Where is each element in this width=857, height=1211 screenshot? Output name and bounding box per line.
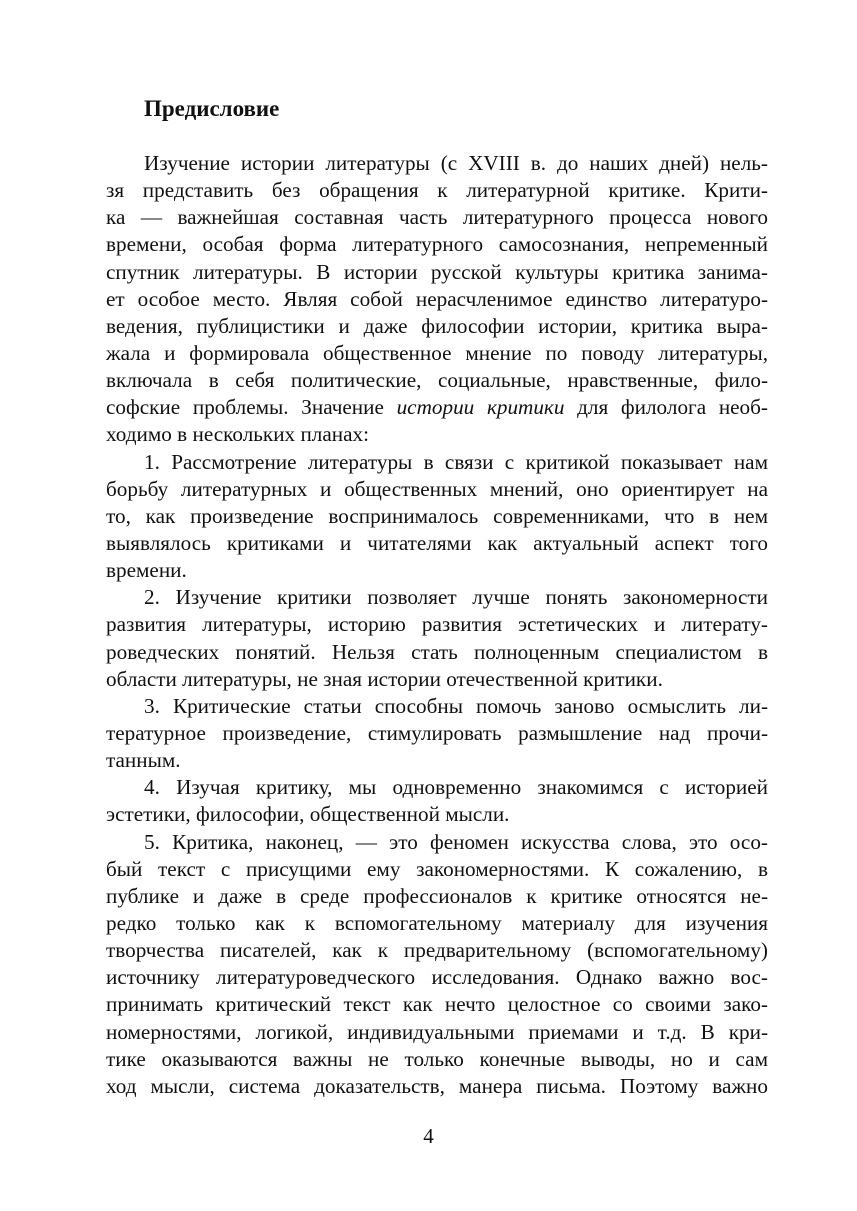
text-line: 2. Изучение критики позволяет лучше понять закономерности (144, 585, 768, 610)
text-line: бый текст с присущими ему закономерностями. К сожалению, в (106, 856, 768, 881)
text-run: для филолога необ- (564, 395, 768, 420)
text-line: ход мысли, система доказательств, манера письма. Поэтому важно (106, 1073, 768, 1098)
text-line: ка — важнейшая составная часть литературного процесса нового (106, 205, 768, 230)
text-line: 4. Изучая критику, мы одновременно знакомимся с историей (144, 775, 768, 800)
text-line: редко только как к вспомогательному материалу для изучения (106, 910, 768, 935)
text-line: номерностями, логикой, индивидуальными приемами и т.д. В кри- (106, 1019, 768, 1044)
text-line: зя представить без обращения к литературной критике. Крити- (106, 178, 768, 203)
page-title: Предисловие (144, 96, 280, 121)
text-run: софские проблемы. Значение (106, 395, 397, 420)
text-line: области литературы, не зная истории отечественной критики. (106, 666, 663, 691)
text-line: танным. (106, 748, 181, 773)
text-line: ведения, публицистики и даже философии истории, критика выра- (106, 313, 768, 338)
text-line: времени, особая форма литературного самосознания, непременный (106, 232, 768, 257)
text-line: времени. (106, 558, 187, 583)
text-line: спутник литературы. В истории русской культуры критика занима- (106, 259, 768, 284)
page-body (106, 150, 768, 1100)
text-line: включала в себя политические, социальные, нравственные, фило- (106, 368, 768, 393)
text-line: принимать критический текст как нечто целостное со своими зако- (106, 992, 768, 1017)
text-line: ет особое место. Являя собой нерасчленимое единство литературо- (106, 286, 768, 311)
text-line: 5. Критика, наконец, — это феномен искусства слова, это осо- (144, 829, 768, 854)
text-line: тературное произведение, стимулировать размышление над прочи- (106, 720, 768, 745)
text-line: ходимо в нескольких планах: (106, 422, 369, 447)
text-line: выявлялось критиками и читателями как актуальный аспект того (106, 530, 768, 555)
text-line (106, 394, 768, 421)
text-line: эстетики, философии, общественной мысли. (106, 802, 510, 827)
emphasis-text: истории критики (396, 395, 565, 420)
page-number: 4 (423, 1124, 434, 1148)
text-line: борьбу литературных и общественных мнений, оно ориентирует на (106, 476, 768, 501)
text-line: Изучение истории литературы (с XVIII в. до наших дней) нель- (144, 151, 768, 175)
text-line: 1. Рассмотрение литературы в связи с критикой показывает нам (144, 449, 768, 474)
text-line: творчества писателей, как к предварительному (вспомогательному) (106, 938, 768, 963)
text-line: роведческих понятий. Нельзя стать полноценным специалистом в (106, 639, 768, 664)
text-line: тике оказываются важны не только конечные выводы, но и сам (106, 1046, 768, 1071)
text-line: 3. Критические статьи способны помочь заново осмыслить ли- (144, 693, 768, 718)
text-line: жала и формировала общественное мнение по поводу литературы, (106, 340, 768, 365)
text-line: развития литературы, историю развития эстетических и литерату- (106, 612, 768, 637)
text-line: то, как произведение воспринималось современниками, что в нем (106, 503, 768, 528)
text-line: источнику литературоведческого исследования. Однако важно вос- (106, 965, 768, 990)
text-line: публике и даже в среде профессионалов к критике относятся не- (106, 883, 768, 908)
